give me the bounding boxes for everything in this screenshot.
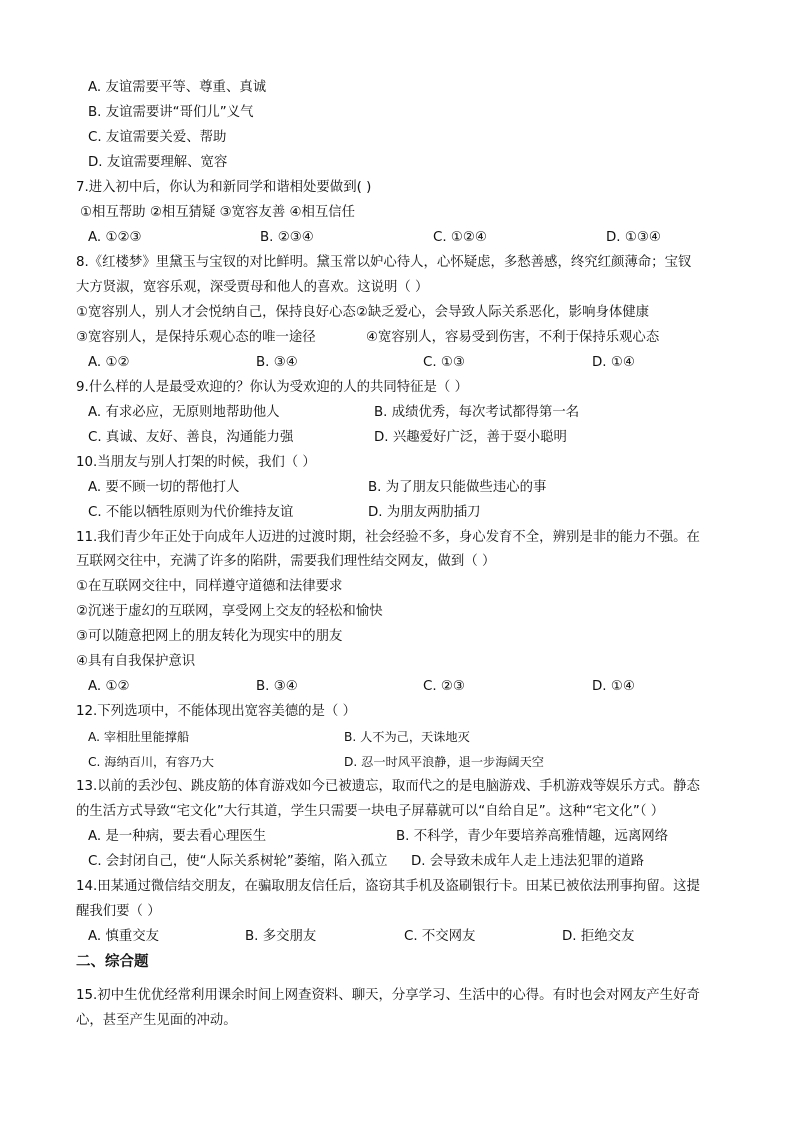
q10-stem: 10.当朋友与别人打架的时候，我们（ ）	[76, 455, 316, 470]
q12-option-c: C. 海纳百川，有容乃大	[88, 755, 214, 769]
q10-option-b: B. 为了朋友只能做些违心的事	[368, 480, 547, 495]
q6-option-d: D. 友谊需要理解、宽容	[88, 155, 228, 170]
q6-option-a: A. 友谊需要平等、尊重、真诚	[88, 80, 267, 95]
q15-line2: 心，甚至产生见面的冲动。	[76, 1013, 237, 1028]
q13-stem-line2: 的生活方式导致“宅文化”大行其道，学生只需要一块电子屏幕就可以“自给自足”。这种“宅文化”（ ）	[76, 804, 665, 819]
q11-item-4: ④具有自我保护意识	[76, 654, 196, 669]
q11-option-c: C. ②③	[423, 679, 465, 694]
q7-items: ①相互帮助 ②相互猜疑 ③宽容友善 ④相互信任	[80, 205, 356, 220]
q9-stem: 9.什么样的人是最受欢迎的？你认为受欢迎的人的共同特征是（ ）	[76, 380, 468, 395]
q11-option-d: D. ①④	[592, 679, 635, 694]
q11-stem-line1: 11.我们青少年正处于向成年人迈进的过渡时期，社会经验不多，身心发育不全，辨别是非的能力不强。在	[76, 530, 700, 545]
q13-option-b: B. 不科学，青少年要培养高雅情趣，远离网络	[396, 829, 669, 844]
q11-item-3: ③可以随意把网上的朋友转化为现实中的朋友	[76, 629, 343, 644]
q8-option-b: B. ③④	[256, 355, 298, 370]
q14-option-c: C. 不交网友	[404, 929, 476, 944]
q7-option-d: D. ①③④	[606, 230, 661, 245]
q11-item-2: ②沉迷于虚幻的互联网，享受网上交友的轻松和愉快	[76, 604, 383, 619]
q14-stem-line1: 14.田某通过微信结交朋友，在骗取朋友信任后，盗窃其手机及盗刷银行卡。田某已被依法刑事拘留。这提	[76, 879, 700, 894]
q7-option-c: C. ①②④	[433, 230, 487, 245]
q14-option-b: B. 多交朋友	[245, 929, 317, 944]
q12-option-b: B. 人不为己，天诛地灭	[344, 730, 470, 744]
q9-option-c: C. 真诚、友好、善良，沟通能力强	[88, 430, 294, 445]
section-heading: 二、综合题	[76, 954, 149, 970]
q15-line1: 15.初中生优优经常利用课余时间上网查资料、聊天，分享学习、生活中的心得。有时也会对网友产生好奇	[76, 988, 700, 1003]
q8-item-3: ③宽容别人，是保持乐观心态的唯一途径	[76, 330, 316, 345]
q13-stem-line1: 13.以前的丢沙包、跳皮筋的体育游戏如今已被遗忘，取而代之的是电脑游戏、手机游戏等娱乐方式。静态	[76, 779, 700, 794]
q12-option-a: A. 宰相肚里能撑船	[88, 730, 190, 744]
q9-option-b: B. 成绩优秀，每次考试都得第一名	[374, 405, 580, 420]
q8-stem-line2: 大方贤淑，宽容乐观，深受贾母和他人的喜欢。这说明（ ）	[76, 280, 429, 295]
q10-option-a: A. 要不顾一切的帮他打人	[88, 480, 240, 495]
q14-option-d: D. 拒绝交友	[562, 929, 635, 944]
q13-option-c: C. 会封闭自己，使“人际关系树轮”萎缩，陷入孤立	[88, 854, 388, 869]
q10-option-c: C. 不能以牺牲原则为代价维持友谊	[88, 505, 294, 520]
q7-stem: 7.进入初中后，你认为和新同学和谐相处要做到( )	[76, 180, 372, 195]
q8-stem-line1: 8.《红楼梦》里黛玉与宝钗的对比鲜明。黛玉常以妒心待人，心怀疑虑，多愁善感，终究红颜薄命；宝钗	[76, 255, 692, 270]
q9-option-d: D. 兴趣爱好广泛，善于耍小聪明	[374, 430, 567, 445]
q8-option-d: D. ①④	[592, 355, 635, 370]
q6-option-c: C. 友谊需要关爱、帮助	[88, 130, 227, 145]
q13-option-a: A. 是一种病，要去看心理医生	[88, 829, 267, 844]
q12-option-d: D. 忍一时风平浪静，退一步海阔天空	[344, 755, 544, 769]
q6-option-b: B. 友谊需要讲“哥们儿”义气	[88, 105, 254, 120]
q10-option-d: D. 为朋友两肋插刀	[368, 505, 481, 520]
q14-option-a: A. 慎重交友	[88, 929, 159, 944]
q7-option-b: B. ②③④	[260, 230, 314, 245]
q14-stem-line2: 醒我们要（ ）	[76, 904, 161, 919]
q8-items-line1: ①宽容别人，别人才会悦纳自己，保持良好心态②缺乏爱心，会导致人际关系恶化，影响身体健康	[76, 305, 650, 320]
q13-option-d: D. 会导致未成年人走上违法犯罪的道路	[411, 854, 645, 869]
q7-option-a: A. ①②③	[88, 230, 142, 245]
q8-option-a: A. ①②	[88, 355, 130, 370]
q12-stem: 12.下列选项中，不能体现出宽容美德的是（ ）	[76, 704, 356, 719]
q9-option-a: A. 有求必应，无原则地帮助他人	[88, 405, 280, 420]
q11-item-1: ①在互联网交往中，同样遵守道德和法律要求	[76, 579, 343, 594]
q8-option-c: C. ①③	[423, 355, 465, 370]
q11-option-b: B. ③④	[256, 679, 298, 694]
q8-item-4: ④宽容别人，容易受到伤害，不利于保持乐观心态	[366, 330, 660, 345]
q11-stem-line2: 互联网交往中，充满了许多的陷阱，需要我们理性结交网友，做到（ ）	[76, 554, 496, 569]
q11-option-a: A. ①②	[88, 679, 130, 694]
